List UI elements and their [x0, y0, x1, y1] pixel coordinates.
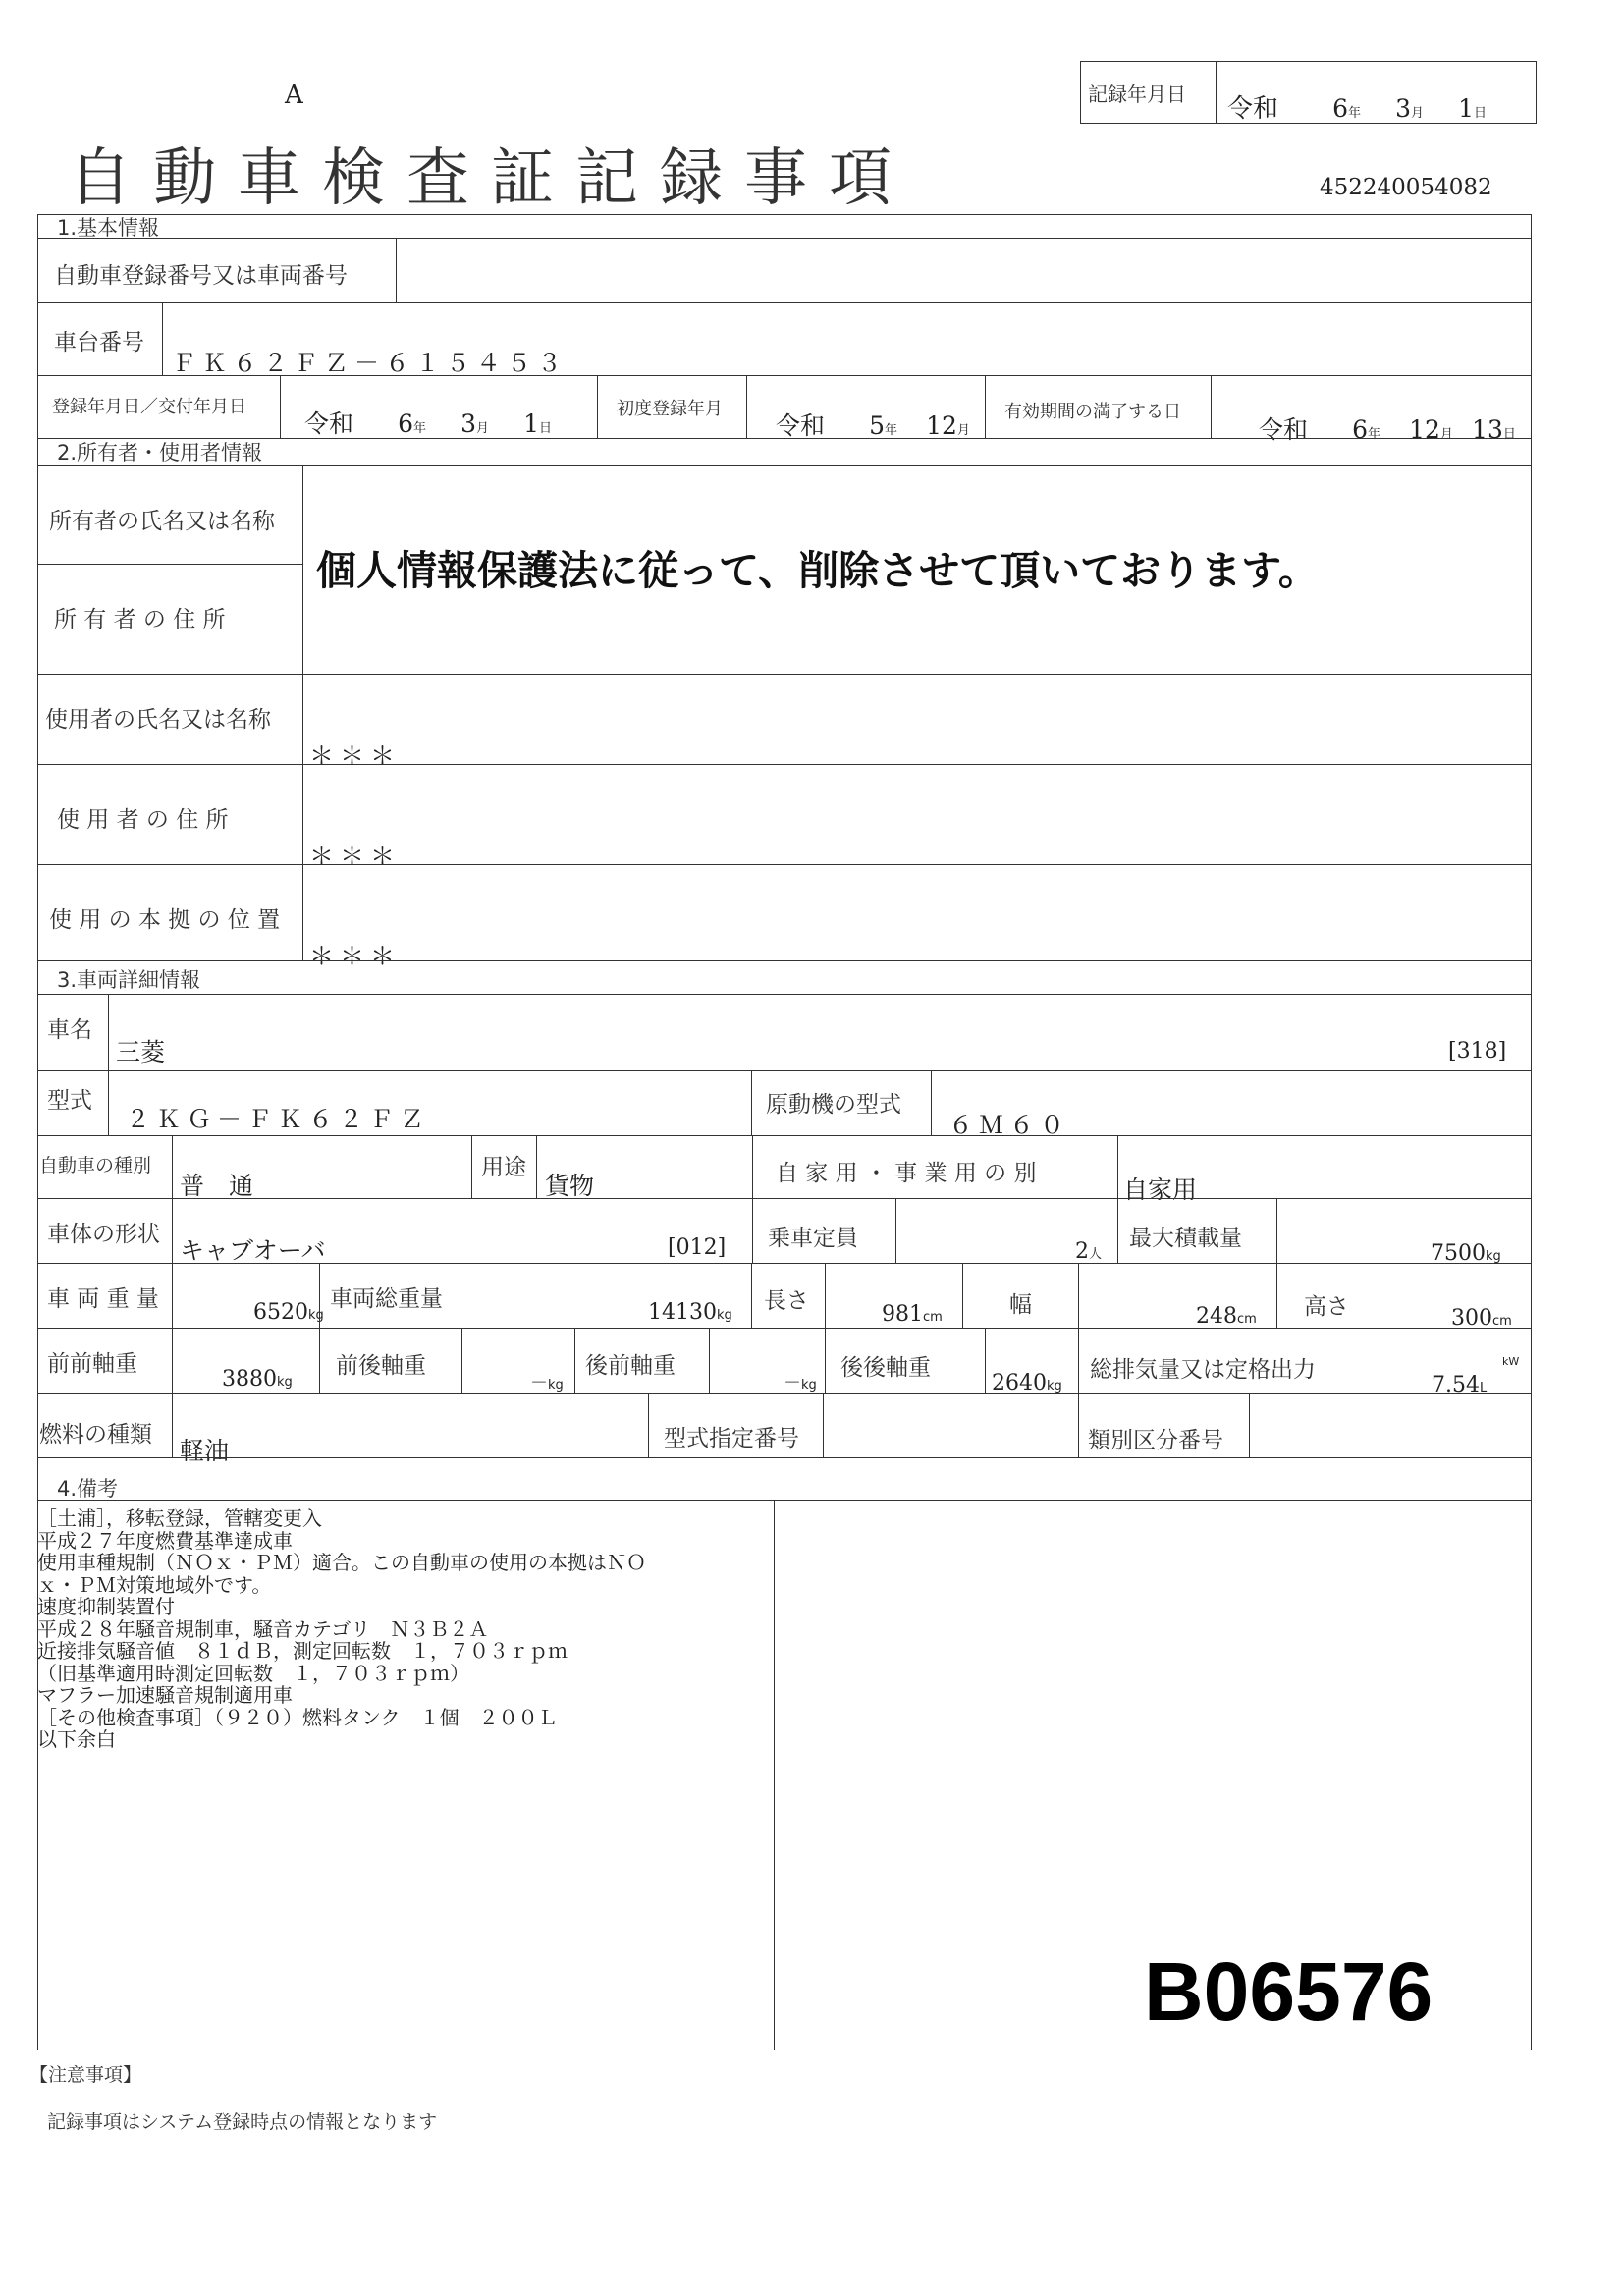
engine-label: 原動機の型式 — [766, 1092, 901, 1118]
rf-axle-value: －kg — [784, 1373, 817, 1394]
max-load-label: 最大積載量 — [1129, 1226, 1242, 1251]
use-value: 貨物 — [545, 1172, 595, 1200]
type-designation-label: 型式指定番号 — [664, 1426, 799, 1451]
section-owner-title: 2.所有者・使用者情報 — [57, 441, 263, 465]
kind-label: 自動車の種別 — [39, 1155, 152, 1176]
expiry-value: 令和 6年 12月 13日 — [1259, 415, 1516, 444]
remarks-line: 近接排気騒音値 ８１ｄＢ，測定回転数 １，７０３ｒｐｍ — [37, 1639, 568, 1663]
expiry-label: 有効期間の満了する日 — [1004, 402, 1181, 422]
document-mark: A — [285, 81, 303, 110]
displacement-value: 7.54L — [1432, 1373, 1488, 1397]
remarks-line: （旧基準適用時測定回転数 １，７０３ｒｐｍ） — [37, 1661, 469, 1685]
length-label: 長さ — [764, 1288, 809, 1314]
kind-value: 普 通 — [180, 1172, 254, 1200]
chassis-value: ＦＫ６２ＦＺ－６１５４５３ — [172, 349, 568, 377]
chassis-label: 車台番号 — [54, 330, 144, 355]
reg-date-label: 登録年月日／交付年月日 — [52, 397, 246, 417]
section-basic-title: 1.基本情報 — [57, 216, 160, 240]
fr-axle-value: －kg — [530, 1373, 564, 1394]
remarks-line: ｘ・ＰＭ対策地域外です。 — [37, 1572, 272, 1597]
remarks-line: 以下余白 — [37, 1727, 116, 1751]
body-shape-label: 車体の形状 — [47, 1222, 160, 1247]
capacity-label: 乗車定員 — [768, 1226, 858, 1251]
displacement-label: 総排気量又は定格出力 — [1090, 1357, 1316, 1383]
user-name-value: ＊＊＊ — [309, 741, 402, 770]
first-reg-value: 令和 5年 12月 — [776, 411, 970, 440]
fuel-label: 燃料の種類 — [39, 1422, 152, 1448]
user-name-label: 使用者の氏名又は名称 — [45, 707, 271, 733]
max-load-value: 7500kg — [1431, 1241, 1501, 1266]
fr-axle-label: 前後軸重 — [336, 1353, 426, 1379]
width-label: 幅 — [1009, 1292, 1032, 1318]
remarks-line: ［土浦］，移転登録，管轄変更入 — [37, 1506, 322, 1530]
notice-text: 記録事項はシステム登録時点の情報となります — [47, 2111, 438, 2133]
remarks-list — [37, 1507, 646, 1751]
body-shape-code: [012] — [668, 1235, 727, 1260]
width-value: 248cm — [1196, 1304, 1257, 1329]
maker-value: 三菱 — [116, 1038, 166, 1066]
rr-axle-label: 後後軸重 — [840, 1355, 931, 1381]
fuel-value: 軽油 — [180, 1437, 230, 1465]
remarks-line: 使用車種規制（ＮＯｘ・ＰＭ）適合。この自動車の使用の本拠はＮＯ — [37, 1551, 646, 1574]
remarks-line: 速度抑制装置付 — [37, 1595, 175, 1618]
kw-unit: kW — [1502, 1355, 1520, 1368]
rf-axle-label: 後前軸重 — [585, 1353, 676, 1379]
gross-weight-label: 車両総重量 — [330, 1286, 443, 1312]
user-address-value: ＊＊＊ — [309, 842, 402, 870]
length-value: 981cm — [882, 1302, 943, 1327]
document-title: 自動車検査証記録事項 — [69, 142, 913, 215]
owner-name-label: 所有者の氏名又は名称 — [49, 509, 275, 534]
ff-axle-value: 3880kg — [222, 1367, 293, 1392]
capacity-value: 2人 — [1075, 1239, 1103, 1264]
stock-number-stamp: B06576 — [1144, 1945, 1434, 2038]
remarks-line: ［その他検査事項］（９２０）燃料タンク １個 ２００Ｌ — [37, 1705, 558, 1729]
body-shape-value: キャブオーバ — [180, 1236, 326, 1265]
maker-label: 車名 — [47, 1017, 92, 1043]
reg-no-label: 自動車登録番号又は車両番号 — [54, 263, 348, 289]
height-label: 高さ — [1304, 1294, 1349, 1320]
class-number-label: 類別区分番号 — [1088, 1428, 1223, 1453]
engine-value: ６Ｍ６０ — [948, 1111, 1071, 1139]
base-location-label: 使 用 の 本 拠 の 位 置 — [49, 907, 281, 933]
model-label: 型式 — [47, 1088, 92, 1114]
remarks-line: マフラー加速騒音規制適用車 — [37, 1683, 293, 1707]
height-value: 300cm — [1451, 1306, 1512, 1331]
record-date-value: 令和 6年 3月 1日 — [1227, 94, 1488, 124]
doc-number: 452240054082 — [1320, 175, 1492, 200]
record-date-label: 記録年月日 — [1088, 82, 1186, 106]
model-value: ２ＫＧ－ＦＫ６２ＦＺ — [126, 1105, 431, 1133]
owner-address-label: 所 有 者 の 住 所 — [54, 607, 226, 632]
weight-value: 6520kg — [253, 1300, 324, 1325]
use-label: 用途 — [481, 1155, 526, 1180]
private-business-value: 自家用 — [1123, 1175, 1198, 1204]
private-business-label: 自 家 用 ・ 事 業 用 の 別 — [776, 1161, 1037, 1186]
section-remarks-title: 4.備考 — [57, 1477, 119, 1501]
gross-weight-value: 14130kg — [648, 1300, 732, 1325]
remarks-line: 平成２８年騒音規制車，騒音カテゴリ Ｎ３Ｂ２Ａ — [37, 1616, 489, 1641]
reg-date-value: 令和 6年 3月 1日 — [304, 410, 553, 438]
base-location-value: ＊＊＊ — [309, 942, 402, 970]
rr-axle-value: 2640kg — [992, 1371, 1062, 1395]
maker-code: [318] — [1448, 1039, 1507, 1064]
first-reg-label: 初度登録年月 — [617, 399, 723, 419]
ff-axle-label: 前前軸重 — [47, 1351, 137, 1377]
section-vehicle-title: 3.車両詳細情報 — [57, 968, 201, 992]
privacy-notice: 個人情報保護法に従って、削除させて頂いております。 — [316, 547, 1319, 594]
remarks-line: 平成２７年度燃費基準達成車 — [37, 1528, 293, 1553]
user-address-label: 使 用 者 の 住 所 — [57, 807, 229, 833]
weight-label: 車 両 重 量 — [47, 1286, 159, 1312]
notice-title: 【注意事項】 — [29, 2064, 142, 2086]
